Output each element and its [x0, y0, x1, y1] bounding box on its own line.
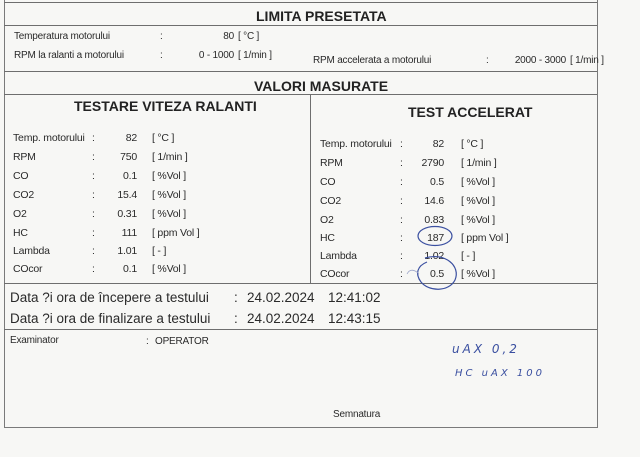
timing-time: 12:41:02 [328, 290, 381, 305]
measure-value: 82 [432, 138, 444, 150]
measure-value: 1.02 [424, 250, 444, 262]
separator: : [400, 176, 403, 188]
separator: : [400, 138, 403, 150]
measure-unit: [ %Vol ] [461, 268, 496, 280]
measure-value: 111 [121, 227, 137, 239]
preset-accel-value: 2000 - 3000 [514, 55, 566, 66]
measure-label: CO [13, 170, 29, 182]
measure-unit: [ %Vol ] [461, 176, 496, 188]
timing-date: 24.02.2024 [247, 311, 315, 326]
measure-label: O2 [320, 214, 334, 226]
handwritten-note: HC uAX 100 [455, 368, 545, 379]
measure-label: Lambda [320, 250, 357, 262]
measure-label: COcor [13, 263, 43, 275]
accel-test-title: TEST ACCELERAT [408, 104, 533, 120]
measure-label: CO2 [320, 195, 341, 207]
separator: : [92, 151, 95, 163]
separator: : [92, 170, 95, 182]
measure-unit: [ %Vol ] [461, 195, 496, 207]
timing-label: Data ?i ora de finalizare a testului [10, 311, 211, 326]
ink-circle-annotations [405, 222, 465, 296]
measure-label: Lambda [13, 245, 50, 257]
measure-value: 82 [125, 132, 137, 144]
separator: : [92, 227, 95, 239]
measure-label: CO [320, 176, 336, 188]
measure-unit: [ ppm Vol ] [152, 227, 200, 239]
rule-timing-end [4, 329, 597, 330]
measure-label: RPM [13, 151, 36, 163]
measure-value: 15.4 [117, 189, 137, 201]
measure-unit: [ 1/min ] [152, 151, 188, 163]
preset-value: 0 - 1000 [198, 50, 234, 61]
measure-unit: [ %Vol ] [152, 263, 187, 275]
separator: : [234, 311, 238, 326]
examiner-label: Examinator [10, 335, 59, 346]
preset-unit: [ 1/min ] [238, 50, 272, 61]
measure-value: 0.1 [123, 263, 137, 275]
preset-label: Temperatura motorului [14, 31, 110, 42]
examiner-value: OPERATOR [155, 336, 209, 347]
idle-test-title: TESTARE VITEZA RALANTI [74, 98, 257, 114]
measure-value: 0.1 [123, 170, 137, 182]
separator: : [92, 132, 95, 144]
rule-measured-title [4, 94, 597, 95]
rule-measured-end [4, 283, 597, 284]
separator: : [400, 268, 403, 280]
measure-unit: [ %Vol ] [461, 214, 496, 226]
measure-value: 1.01 [117, 245, 137, 257]
measure-label: RPM [320, 157, 343, 169]
separator: : [400, 195, 403, 207]
measure-value: 2790 [421, 157, 444, 169]
measure-label: COcor [320, 268, 350, 280]
measure-unit: [ - ] [461, 250, 476, 262]
rule-preset-title [4, 25, 597, 26]
separator: : [486, 55, 489, 66]
measure-label: HC [13, 227, 28, 239]
measure-unit: [ °C ] [152, 132, 175, 144]
measure-value: 0.5 [430, 268, 444, 280]
separator: : [234, 290, 238, 305]
measure-value: 0.5 [430, 176, 444, 188]
preset-unit: [ °C ] [238, 31, 260, 42]
measure-unit: [ %Vol ] [152, 208, 187, 220]
separator: : [146, 336, 149, 347]
handwritten-note: uAX 0,2 [452, 342, 520, 356]
preset-label: RPM la ralanti a motorului [14, 50, 124, 61]
signature-label: Semnatura [333, 409, 381, 420]
timing-label: Data ?i ora de începere a testului [10, 290, 209, 305]
separator: : [400, 157, 403, 169]
measure-value: 0.83 [424, 214, 444, 226]
measure-label: HC [320, 232, 335, 244]
measure-unit: [ %Vol ] [152, 170, 187, 182]
separator: : [400, 250, 403, 262]
measure-unit: [ %Vol ] [152, 189, 187, 201]
separator: : [160, 50, 163, 61]
measure-label: Temp. motorului [320, 138, 392, 150]
separator: : [400, 214, 403, 226]
separator: : [400, 232, 403, 244]
separator: : [92, 245, 95, 257]
preset-accel-unit: [ 1/min ] [570, 55, 604, 66]
separator: : [92, 208, 95, 220]
measured-title: VALORI MASURATE [254, 78, 389, 94]
rule-top [4, 2, 597, 3]
measure-label: O2 [13, 208, 27, 220]
preset-value: 80 [223, 31, 234, 42]
preset-accel-label: RPM accelerata a motorului [313, 55, 432, 66]
rule-column-divider [310, 94, 311, 283]
measure-unit: [ ppm Vol ] [461, 232, 509, 244]
measure-value: 0.31 [117, 208, 137, 220]
separator: : [160, 31, 163, 42]
timing-date: 24.02.2024 [247, 290, 315, 305]
measure-label: CO2 [13, 189, 34, 201]
preset-title: LIMITA PRESETATA [256, 8, 387, 24]
measure-unit: [ - ] [152, 245, 167, 257]
measure-unit: [ °C ] [461, 138, 484, 150]
measure-value: 14.6 [424, 195, 444, 207]
rule-preset-end [4, 71, 597, 72]
separator: : [92, 189, 95, 201]
measure-label: Temp. motorului [13, 132, 85, 144]
measure-value: 750 [120, 151, 137, 163]
measure-unit: [ 1/min ] [461, 157, 497, 169]
timing-time: 12:43:15 [328, 311, 381, 326]
measure-value: 187 [427, 232, 444, 244]
separator: : [92, 263, 95, 275]
